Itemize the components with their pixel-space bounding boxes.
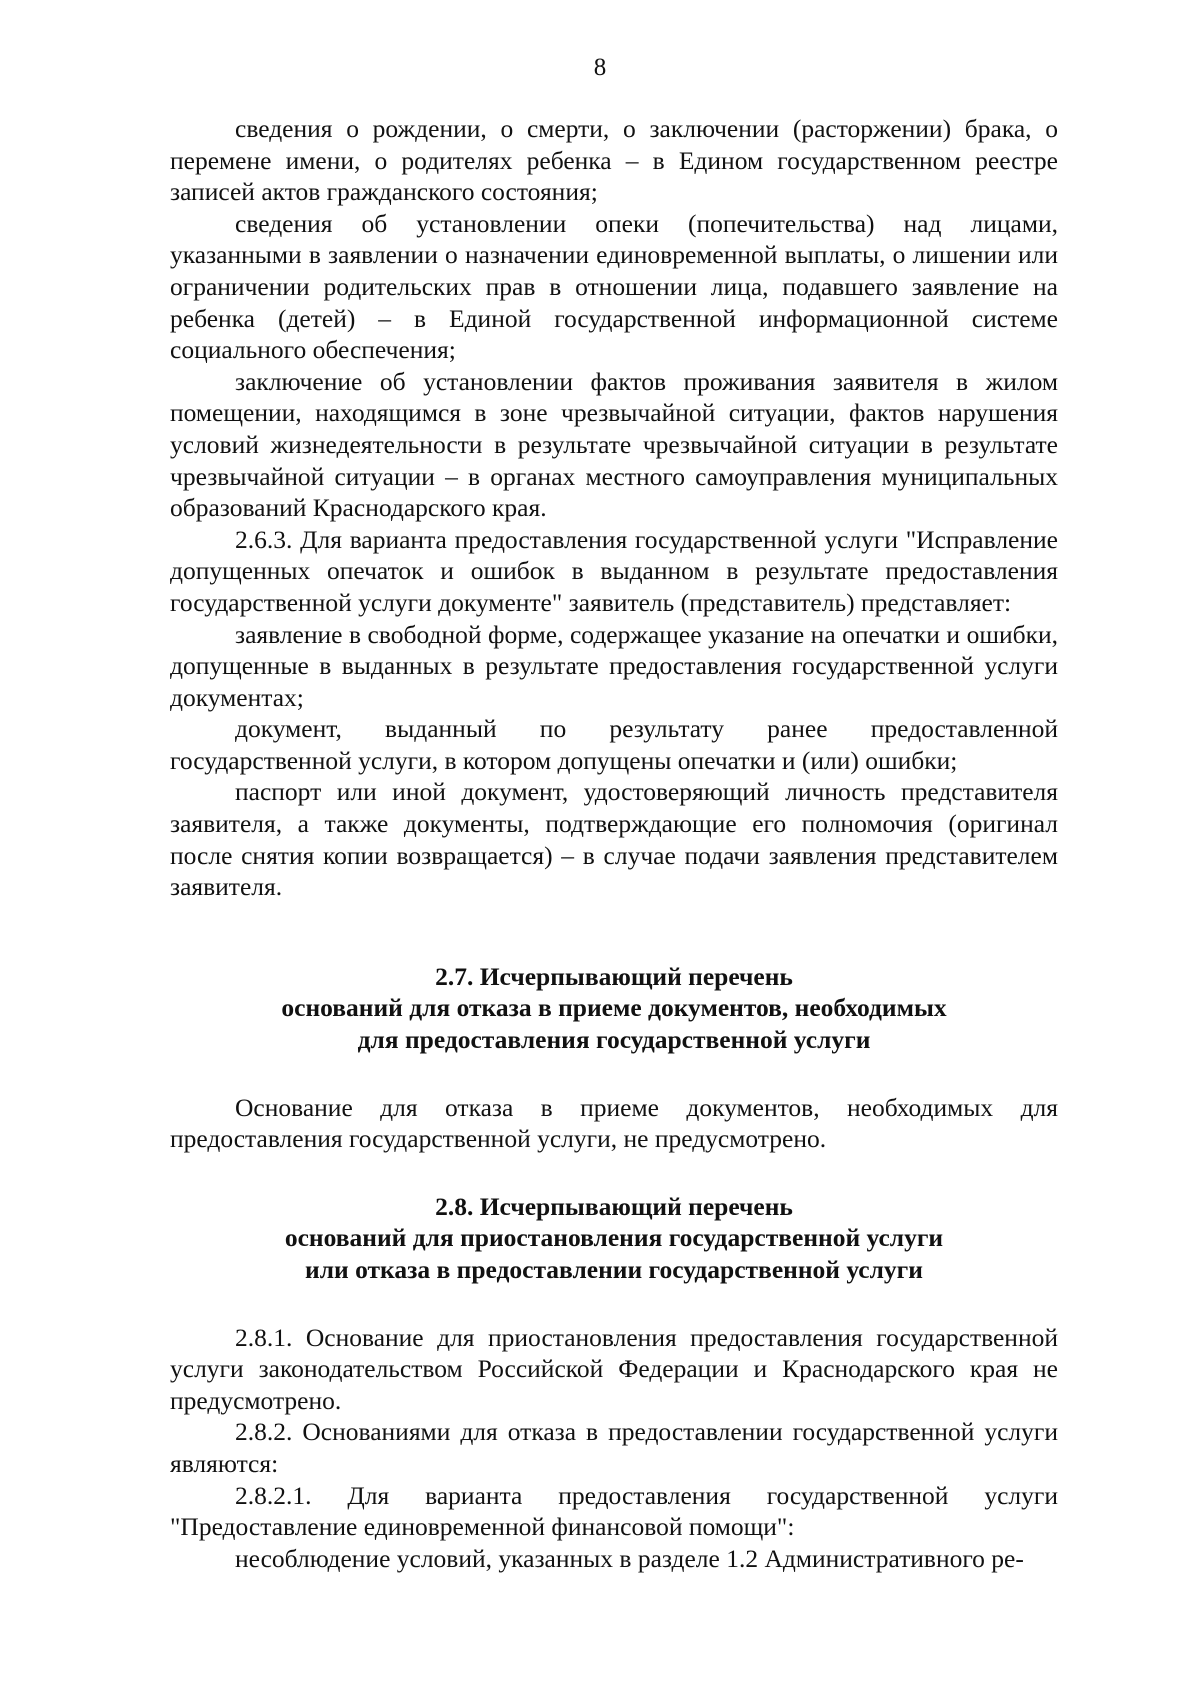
spacer <box>170 1155 1058 1191</box>
paragraph-2-8-2: 2.8.2. Основаниями для отказа в предоставлении государственной услуги являются: <box>170 1417 1058 1478</box>
paragraph-2-8-1: 2.8.1. Основание для приостановления предоставления государственной услуги законодательством Российской Федерации и Краснодарского края не предусмотрено. <box>170 1322 1058 1415</box>
paragraph-civil-registry: сведения о рождении, о смерти, о заключении (расторжении) брака, о перемене имени, о родителях ребенка – в Едином государственном реестре записей актов гражданского состояния; <box>170 114 1058 207</box>
paragraph-residence-conclusion: заключение об установлении фактов проживания заявителя в жилом помещении, находящимся в зоне чрезвычайной ситуации, фактов нарушения условий жизнедеятельности в результате чрезвычайной ситуации в результате чрезвычайной ситуации – в органах местного самоуправления муниципальных образований Краснодарского края. <box>170 366 1058 523</box>
page-number: 8 <box>593 54 607 81</box>
section-heading-2-8 <box>170 1191 1058 1286</box>
spacer <box>170 903 1058 961</box>
spacer <box>170 1056 1058 1092</box>
paragraph-2-6-3: 2.6.3. Для варианта предоставления государственной услуги "Исправление допущенных опечаток и ошибок в выданном в результате предоставления государственной услуги документе" заявитель (представитель) представляет: <box>170 524 1058 617</box>
heading-line: оснований для приостановления государственной услуги <box>284 1223 944 1253</box>
spacer <box>170 1286 1058 1322</box>
section-heading-2-7 <box>170 961 1058 1056</box>
paragraph-guardianship: сведения об установлении опеки (попечительства) над лицами, указанными в заявлении о назначении единовременной выплаты, о лишении или ограничении родительских прав в отношении лица, подавшего заявление на ребенка (детей) – в Единой государственной информационной системе социального обеспечения; <box>170 208 1058 365</box>
paragraph-2-7-text: Основание для отказа в приеме документов, необходимых для предоставления государственной услуги, не предусмотрено. <box>170 1092 1058 1154</box>
paragraph-free-form-application: заявление в свободной форме, содержащее указание на опечатки и ошибки, допущенные в выданных в результате предоставления государственной услуги документах; <box>170 619 1058 712</box>
paragraph-nonconformity: несоблюдение условий, указанных в разделе 1.2 Административного ре- <box>235 1543 1024 1573</box>
paragraph-2-8-2-1: 2.8.2.1. Для варианта предоставления государственной услуги "Предоставление единовременной финансовой помощи": <box>170 1480 1058 1542</box>
paragraph-passport: паспорт или иной документ, удостоверяющий личность представителя заявителя, а также документы, подтверждающие его полномочия (оригинал после снятия копии возвращается) – в случае подачи заявления представителем заявителя. <box>170 777 1058 902</box>
paragraph-issued-document: документ, выданный по результату ранее предоставленной государственной услуги, в котором допущены опечатки и (или) ошибки; <box>170 714 1058 775</box>
heading-line: или отказа в предоставлении государственной услуги <box>305 1255 923 1284</box>
heading-line: 2.7. Исчерпывающий перечень <box>435 961 793 991</box>
heading-line: для предоставления государственной услуги <box>357 1025 871 1055</box>
document-body <box>170 113 1058 1574</box>
heading-line: оснований для отказа в приеме документов, необходимых <box>281 993 947 1023</box>
heading-line: 2.8. Исчерпывающий перечень <box>435 1191 793 1221</box>
